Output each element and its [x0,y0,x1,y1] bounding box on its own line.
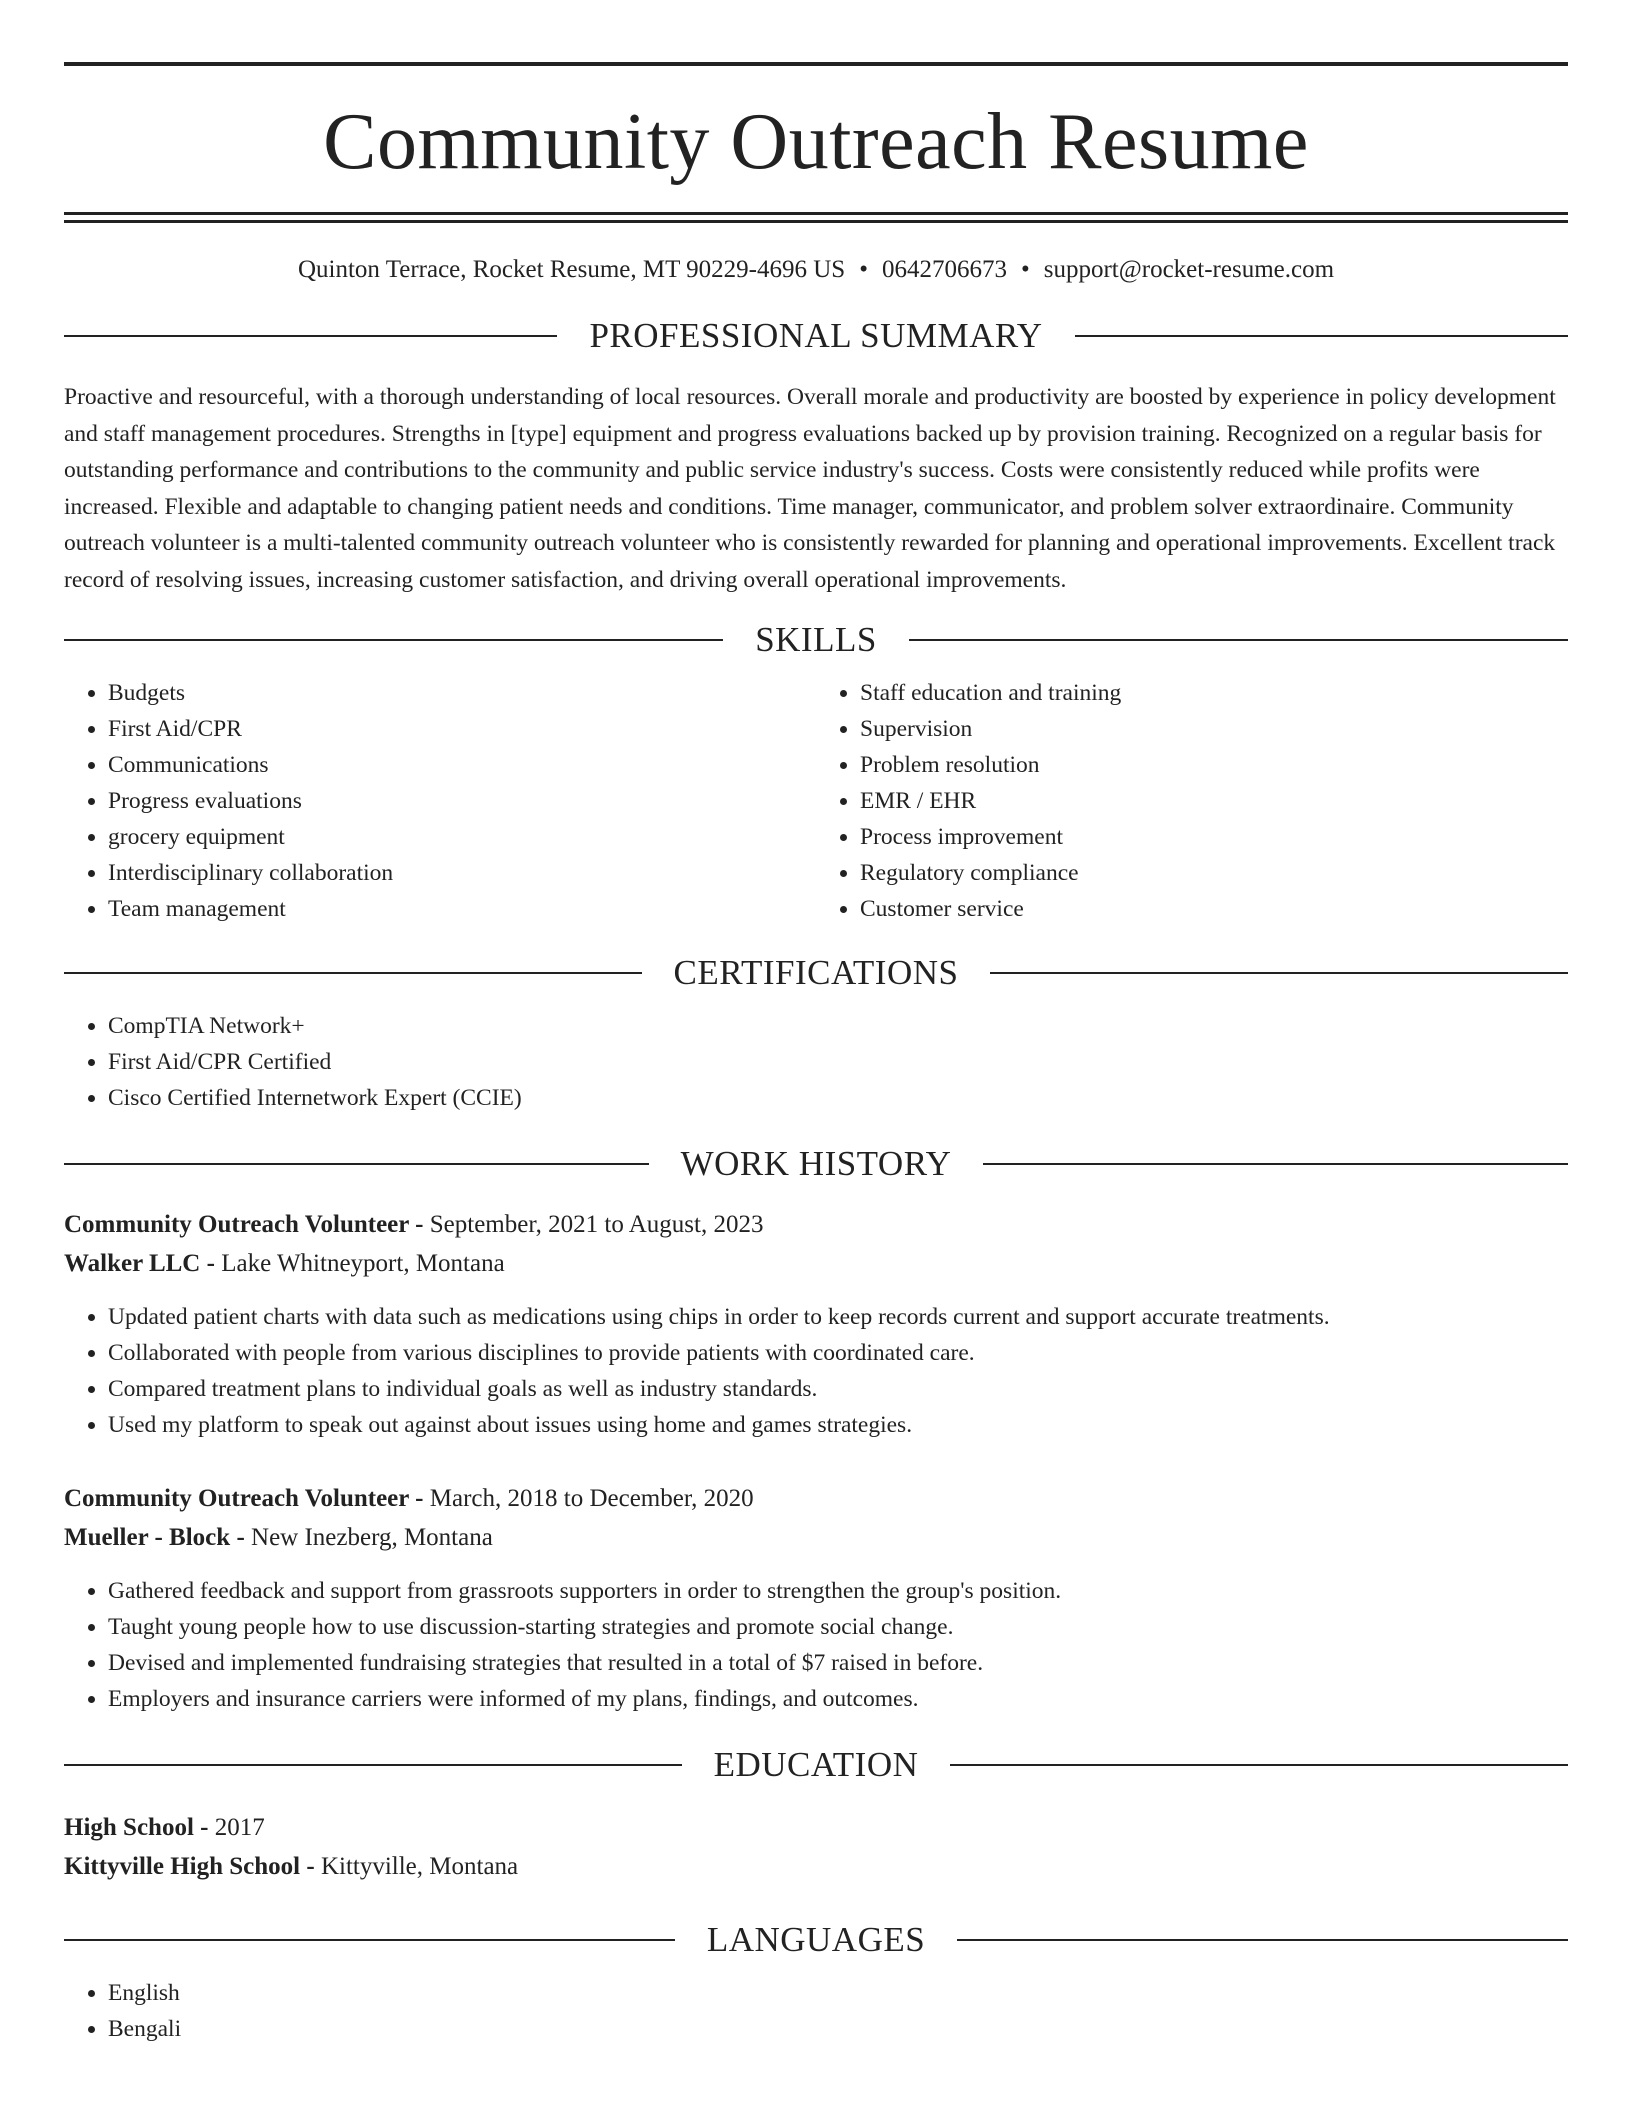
languages-list [64,1975,1568,2047]
degree: High School [64,1814,194,1841]
dash: - [230,1524,252,1551]
list-item: • Compared treatment plans to individual goals as well as industry standards. [108,1371,1568,1407]
job-location: New Inezberg, Montana [251,1524,493,1551]
school-line [64,1847,1568,1886]
job-title-line [64,1205,1568,1244]
skills-list-left [64,675,816,927]
list-item: • First Aid/CPR [108,711,816,747]
job-bullets [64,1299,1568,1443]
job-entry [64,1479,1568,1717]
contact-address: Quinton Terrace, Rocket Resume, MT 90229-4696 US [297,256,846,283]
contact-line [64,257,1568,282]
job-employer-line [64,1518,1568,1557]
list-item: • Team management [108,891,816,927]
skills-columns [64,657,1568,927]
section-title: EDUCATION [713,1745,919,1784]
heading-rule [957,1939,1568,1941]
list-item: • Problem resolution [860,747,1568,783]
job-dates: March, 2018 to December, 2020 [429,1485,754,1512]
heading-rule [64,1163,649,1165]
page-title: Community Outreach Resume [323,98,1309,186]
section-title: LANGUAGES [706,1920,926,1959]
list-item: • First Aid/CPR Certified [108,1044,1568,1080]
heading-rule [990,972,1568,974]
section-heading-languages [64,1922,1568,1957]
heading-rule [64,1764,682,1766]
list-item: • grocery equipment [108,819,816,855]
list-item: • English [108,1975,1568,2011]
list-item: • Employers and insurance carriers were informed of my plans, findings, and outcomes. [108,1681,1568,1717]
dash: - [193,1814,215,1841]
section-title: PROFESSIONAL SUMMARY [589,316,1043,355]
job-title: Community Outreach Volunteer [64,1485,409,1512]
list-item: • Devised and implemented fundraising strategies that resulted in a total of $7 raised in before. [108,1645,1568,1681]
list-item: • Customer service [860,891,1568,927]
contact-separator: • [859,256,868,283]
list-item: • Interdisciplinary collaboration [108,855,816,891]
heading-rule [909,639,1568,641]
list-item: • Gathered feedback and support from grassroots supporters in order to strengthen the group's position. [108,1573,1568,1609]
top-rule [64,62,1568,66]
section-heading-work-history [64,1146,1568,1181]
certifications-list [64,1008,1568,1116]
skills-list-right [816,675,1568,927]
skills-column-right [816,657,1568,927]
list-item: • Taught young people how to use discussion-starting strategies and promote social change. [108,1609,1568,1645]
dash: - [200,1250,222,1277]
skills-column-left [64,657,816,927]
heading-rule [983,1163,1568,1165]
job-title: Community Outreach Volunteer [64,1211,409,1238]
school-name: Kittyville High School [64,1853,301,1880]
section-heading-skills [64,622,1568,657]
dash: - [300,1853,321,1880]
heading-rule [64,1939,675,1941]
section-title: SKILLS [755,620,877,659]
job-employer: Walker LLC [64,1250,201,1277]
list-item: • Communications [108,747,816,783]
contact-phone: 0642706673 [881,256,1007,283]
heading-rule [64,335,557,337]
dash: - [408,1211,430,1238]
job-title-line [64,1479,1568,1518]
dash: - [408,1485,430,1512]
contact-email: support@rocket-resume.com [1043,256,1335,283]
heading-rule [64,972,642,974]
list-item: • CompTIA Network+ [108,1008,1568,1044]
list-item: • Updated patient charts with data such as medications using chips in order to keep records current and support accurate treatments. [108,1299,1568,1335]
list-item: • Bengali [108,2011,1568,2047]
list-item: • Budgets [108,675,816,711]
heading-rule [950,1764,1568,1766]
summary-text: Proactive and resourceful, with a thorough understanding of local resources. Overall morale and productivity are boosted by experience in policy development and staff management procedures. Strengths in [type] equipment and progress evaluations backed up by provision training. Recognized on a regular basis for outstanding performance and contributions to the community and public service industry's success. Costs were consistently reduced while profits were increased. Flexible and adaptable to changing patient needs and conditions. Time manager, communicator, and problem solver extraordinaire. Community outreach volunteer is a multi-talented community outreach volunteer who is consistently rewarded for planning and operational improvements. Excellent track record of resolving issues, increasing customer satisfaction, and driving overall operational improvements. [64,384,1556,593]
list-item: • EMR / EHR [860,783,1568,819]
list-item: • Cisco Certified Internetwork Expert (CCIE) [108,1080,1568,1116]
education-entry [64,1808,1568,1886]
contact-separator: • [1020,256,1030,283]
job-location: Lake Whitneyport, Montana [221,1250,505,1277]
job-dates: September, 2021 to August, 2023 [429,1211,764,1238]
heading-rule [1075,335,1568,337]
degree-line [64,1808,1568,1847]
heading-rule [64,639,723,641]
job-employer-line [64,1244,1568,1283]
section-title: CERTIFICATIONS [673,953,959,992]
list-item: • Process improvement [860,819,1568,855]
education-year: 2017 [214,1814,265,1841]
list-item: • Staff education and training [860,675,1568,711]
title-double-rule [64,212,1568,223]
list-item: • Supervision [860,711,1568,747]
section-heading-education [64,1747,1568,1782]
job-entry [64,1205,1568,1443]
list-item: • Progress evaluations [108,783,816,819]
section-heading-summary [64,318,1568,353]
job-employer: Mueller - Block [64,1524,231,1551]
list-item: • Used my platform to speak out against about issues using home and games strategies. [108,1407,1568,1443]
section-title: WORK HISTORY [680,1144,952,1183]
section-heading-certifications [64,955,1568,990]
school-location: Kittyville, Montana [320,1853,519,1880]
list-item: • Regulatory compliance [860,855,1568,891]
list-item: • Collaborated with people from various disciplines to provide patients with coordinated care. [108,1335,1568,1371]
job-bullets [64,1573,1568,1717]
